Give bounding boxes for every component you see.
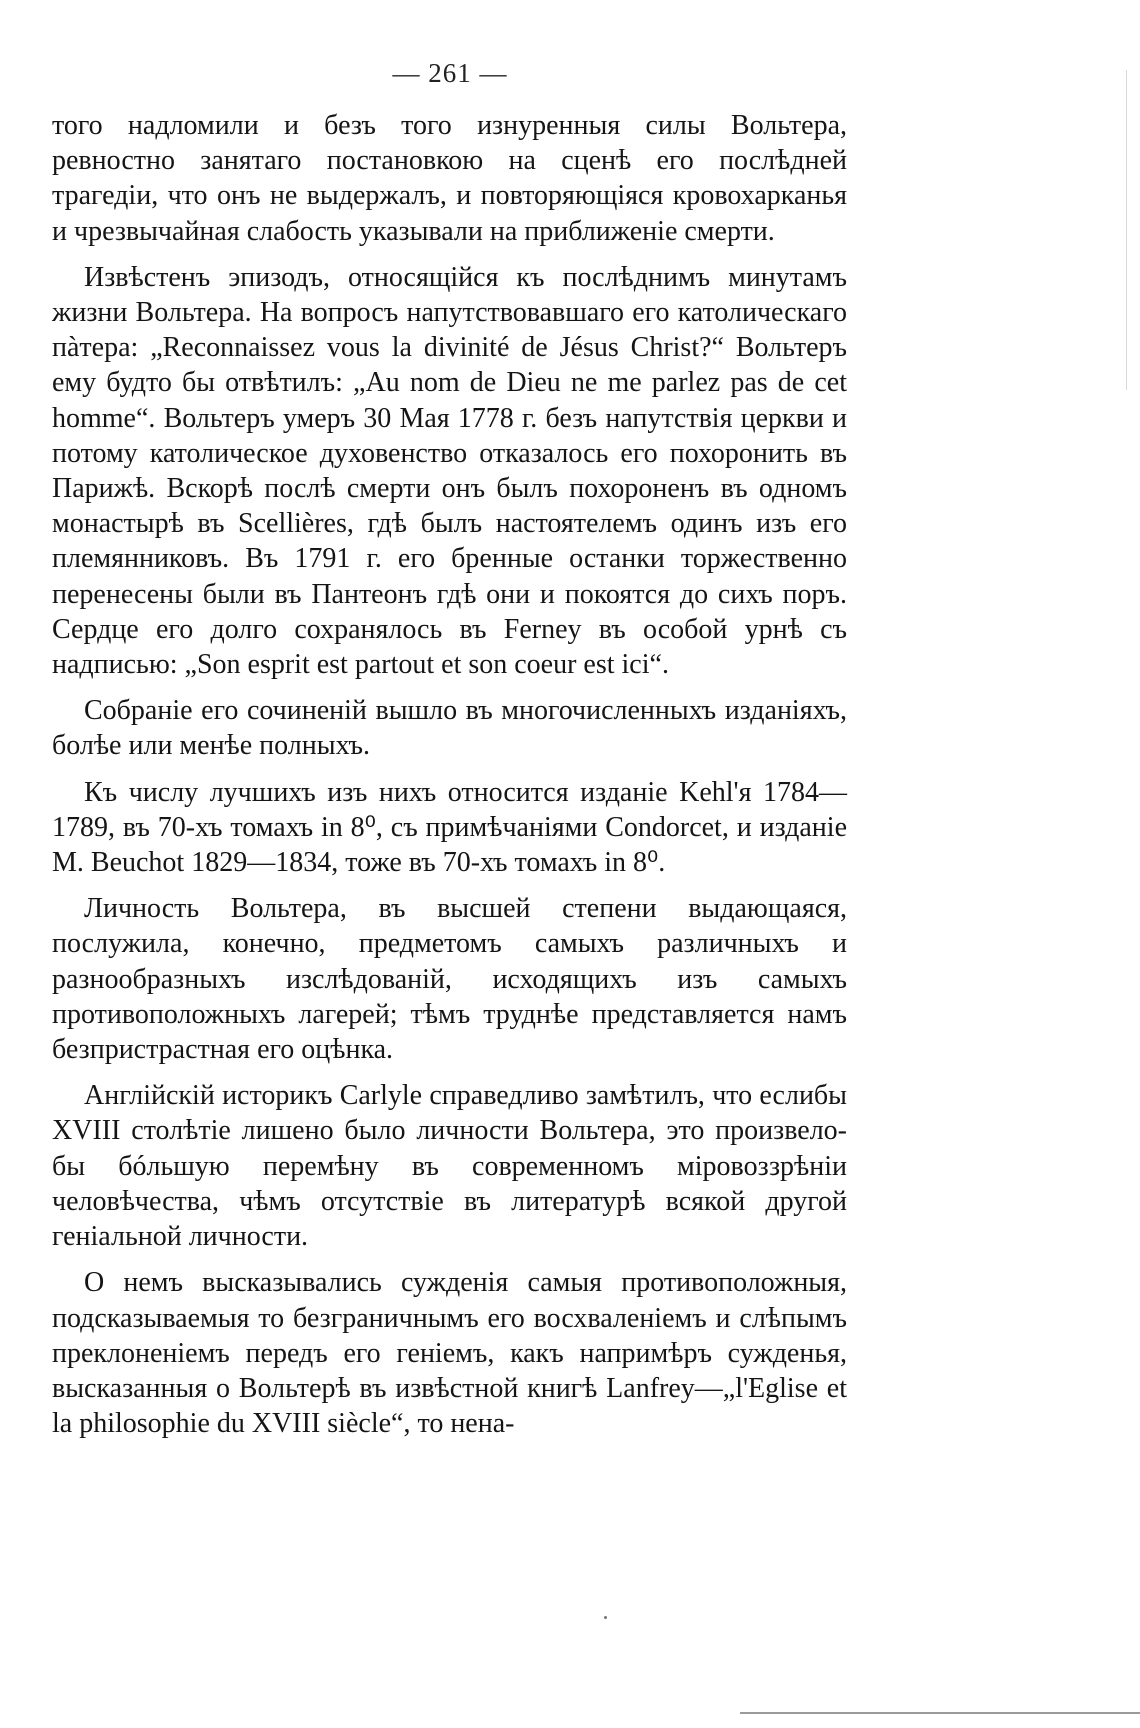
paragraph-1: того надломили и безъ того изнуренныя силы Вольтера, ревностно занятаго постановкою на сценѣ его послѣдней трагедіи, что онъ не выдержалъ, и повторяющіяся кровохарканья и чрезвычайная слабость указывали на приближеніе смерти. bbox=[52, 110, 847, 247]
paragraph-4: Къ числу лучшихъ изъ нихъ относится изданіе Kehl'я 1784—1789, въ 70-хъ томахъ in 8⁰, съ примѣчаніями Condorcet, и изданіе M. Beuchot 1829—1834, тоже въ 70-хъ томахъ in 8⁰. bbox=[52, 776, 847, 879]
scan-speck bbox=[604, 1616, 607, 1619]
page-number: — 261 — bbox=[392, 58, 508, 88]
paragraph-6: Англійскій историкъ Carlyle справедливо замѣтилъ, что еслибы XVIII столѣтіе лишено было личности Вольтера, это произвело-бы бóльшую перемѣну въ современномъ міровоззрѣніи человѣчества, чѣмъ отсутствіе въ литературѣ всякой другой геніальной личности. bbox=[52, 1080, 847, 1253]
paragraph-5: Личность Вольтера, въ высшей степени выдающаяся, послужила, конечно, предметомъ самыхъ различныхъ и разнообразныхъ изслѣдованій, исходящихъ изъ самыхъ противоположныхъ лагерей; тѣмъ труднѣе представляется намъ безпристрастная его оцѣнка. bbox=[52, 893, 847, 1066]
paragraph-2: Извѣстенъ эпизодъ, относящійся къ послѣднимъ минутамъ жизни Вольтера. На вопросъ напутствовавшаго его католическаго пàтера: „Reconnaissez vous la divinité de Jésus Christ?“ Вольтеръ ему будто бы отвѣтилъ: „Au nom de Dieu ne me parlez pas de cet homme“. Вольтеръ умеръ 30 Мая 1778 г. безъ напутствія церкви и потому католическое духовенство отказалось его похоронить въ Парижѣ. Вскорѣ послѣ смерти онъ былъ похороненъ въ одномъ монастырѣ въ Scellières, гдѣ былъ настоятелемъ одинъ изъ его племянниковъ. Въ 1791 г. его бренные останки торжественно перенесены были въ Пантеонъ гдѣ они и покоятся до сихъ поръ. Сердце его долго сохранялось въ Ferney въ особой урнѣ съ надписью: „Son esprit est partout et son coeur est ici“. bbox=[52, 261, 847, 681]
paragraph-7: О немъ высказывались сужденія самыя противоположныя, подсказываемыя то безграничнымъ его восхваленіемъ и слѣпымъ преклоненіемъ передъ его геніемъ, какъ напримѣръ сужденья, высказанныя о Вольтерѣ въ извѣстной книгѣ Lanfrey—„l'Eglise et la philosophie du XVIII siècle“, то нена- bbox=[52, 1267, 847, 1440]
scan-edge-line bbox=[1126, 70, 1127, 390]
bottom-edge-rule bbox=[740, 1712, 1140, 1714]
paragraph-3: Собраніе его сочиненій вышло въ многочисленныхъ изданіяхъ, болѣе или менѣе полныхъ. bbox=[52, 695, 847, 762]
body-text bbox=[52, 108, 847, 1452]
